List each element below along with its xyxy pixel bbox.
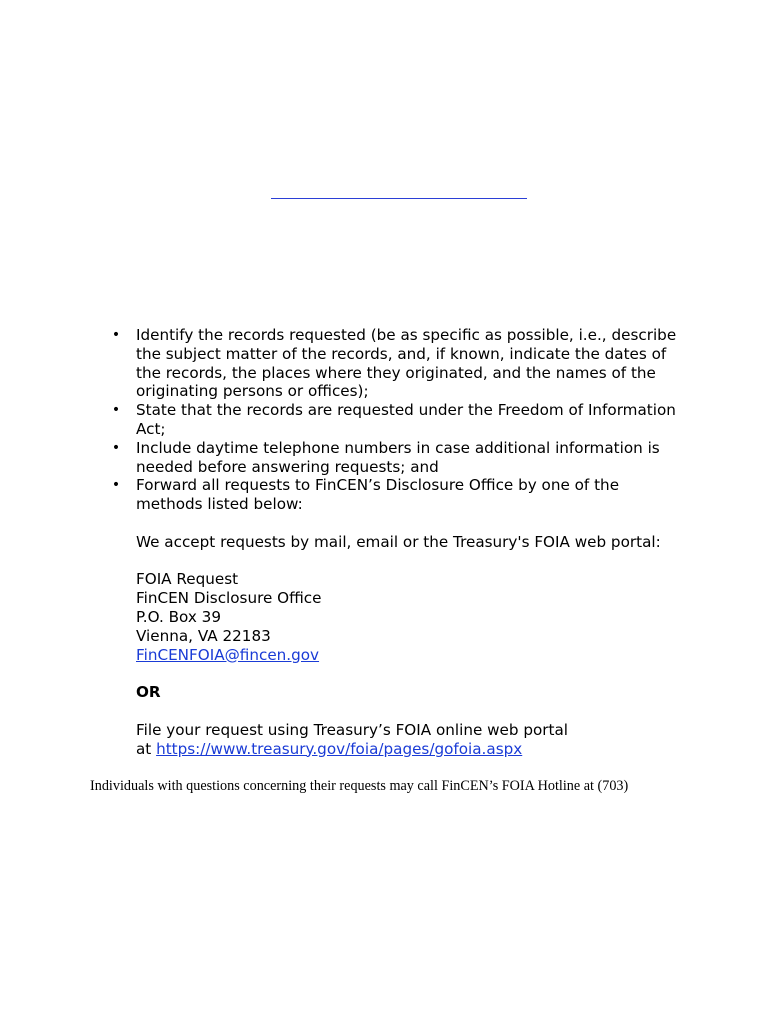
list-item-text: Forward all requests to FinCEN’s Disclosure Office by one of the methods listed below:: [136, 476, 620, 514]
portal-text: File your request using Treasury’s FOIA online web portal: [136, 720, 569, 739]
bullet-icon: •: [111, 439, 121, 456]
bullet-icon: •: [111, 327, 121, 343]
bullet-icon: •: [111, 477, 121, 494]
accept-methods-text: We accept requests by mail, email or the Treasury's FOIA web portal:: [136, 532, 661, 551]
bullet-icon: •: [111, 402, 121, 419]
address-line: FinCEN Disclosure Office: [136, 589, 322, 608]
portal-prefix: at: [136, 739, 152, 758]
email-link[interactable]: FinCENFOIA@fincen.gov: [136, 645, 320, 664]
list-item: [110, 476, 690, 514]
portal-link[interactable]: https://www.treasury.gov/foia/pages/gofoia.aspx: [156, 739, 523, 758]
list-item: [110, 439, 690, 477]
list-item-text: Identify the records requested (be as specific as possible, i.e., describe the subject matter of the records, and, if known, indicate the dates of the records, the places where they originated, and the names of the originating persons or offices);: [136, 326, 677, 401]
top-link-underline: [271, 198, 527, 199]
list-item: [110, 401, 690, 439]
or-separator: OR: [136, 683, 161, 702]
mailing-address: [110, 570, 690, 664]
list-item: [110, 326, 690, 401]
requirements-list: [110, 326, 690, 514]
hotline-text: Individuals with questions concerning their requests may call FinCEN’s FOIA Hotline at (703): [90, 778, 629, 794]
document-body: [110, 326, 690, 758]
portal-link-line: [110, 740, 690, 759]
address-line: Vienna, VA 22183: [136, 626, 271, 645]
list-item-text: Include daytime telephone numbers in case additional information is needed before answering requests; and: [136, 438, 660, 476]
address-line: FOIA Request: [136, 570, 239, 589]
list-item-text: State that the records are requested under the Freedom of Information Act;: [136, 401, 676, 438]
address-line: P.O. Box 39: [136, 607, 221, 626]
